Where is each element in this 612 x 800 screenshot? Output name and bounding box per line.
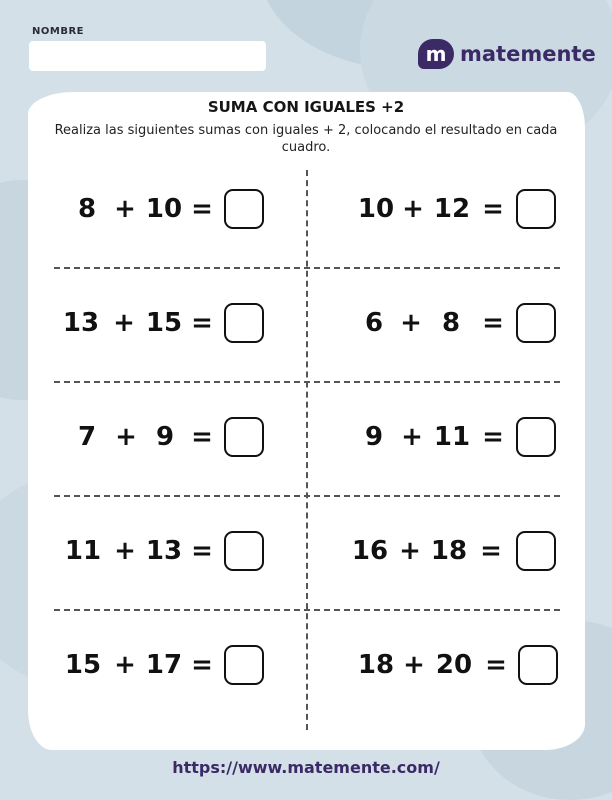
addend-b: 17 — [145, 650, 183, 680]
logo-text: matemente — [460, 42, 596, 66]
plus-sign: + — [114, 194, 136, 224]
problem-8 — [346, 528, 556, 574]
addend-b: 13 — [145, 536, 183, 566]
addend-a: 8 — [77, 194, 97, 224]
answer-box[interactable] — [518, 645, 558, 685]
equals-sign: = — [191, 536, 213, 566]
equals-sign: = — [482, 194, 504, 224]
equals-sign: = — [191, 308, 213, 338]
answer-box[interactable] — [516, 303, 556, 343]
equals-sign: = — [191, 194, 213, 224]
answer-box[interactable] — [224, 645, 264, 685]
addend-a: 15 — [64, 650, 102, 680]
answer-box[interactable] — [224, 303, 264, 343]
answer-box[interactable] — [516, 417, 556, 457]
addend-a: 6 — [364, 308, 384, 338]
plus-sign: + — [401, 422, 423, 452]
addend-b: 18 — [430, 536, 468, 566]
problem-2 — [354, 186, 556, 232]
addend-a: 9 — [364, 422, 384, 452]
website-url[interactable]: https://www.matemente.com/ — [172, 758, 440, 777]
plus-sign: + — [400, 308, 422, 338]
problem-1 — [66, 186, 264, 232]
answer-box[interactable] — [516, 189, 556, 229]
addend-b: 11 — [433, 422, 471, 452]
problem-9 — [58, 642, 264, 688]
problem-5 — [66, 414, 264, 460]
row-divider — [54, 267, 560, 269]
addend-b: 10 — [145, 194, 183, 224]
addend-a: 7 — [77, 422, 97, 452]
equals-sign: = — [480, 536, 502, 566]
plus-sign: + — [113, 308, 135, 338]
equals-sign: = — [191, 422, 213, 452]
worksheet-instructions: Realiza las siguientes sumas con iguales + 2, colocando el resultado en cada cuadro. — [54, 123, 558, 155]
addend-a: 16 — [351, 536, 389, 566]
name-label: NOMBRE — [32, 26, 84, 37]
row-divider — [54, 495, 560, 497]
name-field[interactable] — [29, 41, 266, 71]
logo-mark-icon: m — [418, 39, 454, 69]
addend-a: 11 — [64, 536, 102, 566]
column-divider — [306, 170, 308, 730]
addend-b: 20 — [435, 650, 473, 680]
addend-b: 9 — [155, 422, 175, 452]
equals-sign: = — [482, 308, 504, 338]
plus-sign: + — [403, 650, 425, 680]
plus-sign: + — [114, 536, 136, 566]
plus-sign: + — [399, 536, 421, 566]
answer-box[interactable] — [224, 417, 264, 457]
addend-b: 15 — [145, 308, 183, 338]
addend-a: 10 — [357, 194, 395, 224]
problem-7 — [58, 528, 264, 574]
problem-3 — [56, 300, 264, 346]
addend-a: 18 — [357, 650, 395, 680]
equals-sign: = — [191, 650, 213, 680]
row-divider — [54, 609, 560, 611]
addend-b: 12 — [433, 194, 471, 224]
problem-4 — [352, 300, 556, 346]
problem-6 — [352, 414, 556, 460]
matemente-logo — [418, 36, 596, 72]
plus-sign: + — [114, 650, 136, 680]
worksheet-title: SUMA CON IGUALES +2 — [207, 98, 405, 116]
answer-box[interactable] — [224, 189, 264, 229]
addend-b: 8 — [441, 308, 461, 338]
answer-box[interactable] — [224, 531, 264, 571]
addend-a: 13 — [62, 308, 100, 338]
answer-box[interactable] — [516, 531, 556, 571]
equals-sign: = — [485, 650, 507, 680]
plus-sign: + — [115, 422, 137, 452]
plus-sign: + — [402, 194, 424, 224]
problem-10 — [352, 642, 558, 688]
row-divider — [54, 381, 560, 383]
equals-sign: = — [482, 422, 504, 452]
